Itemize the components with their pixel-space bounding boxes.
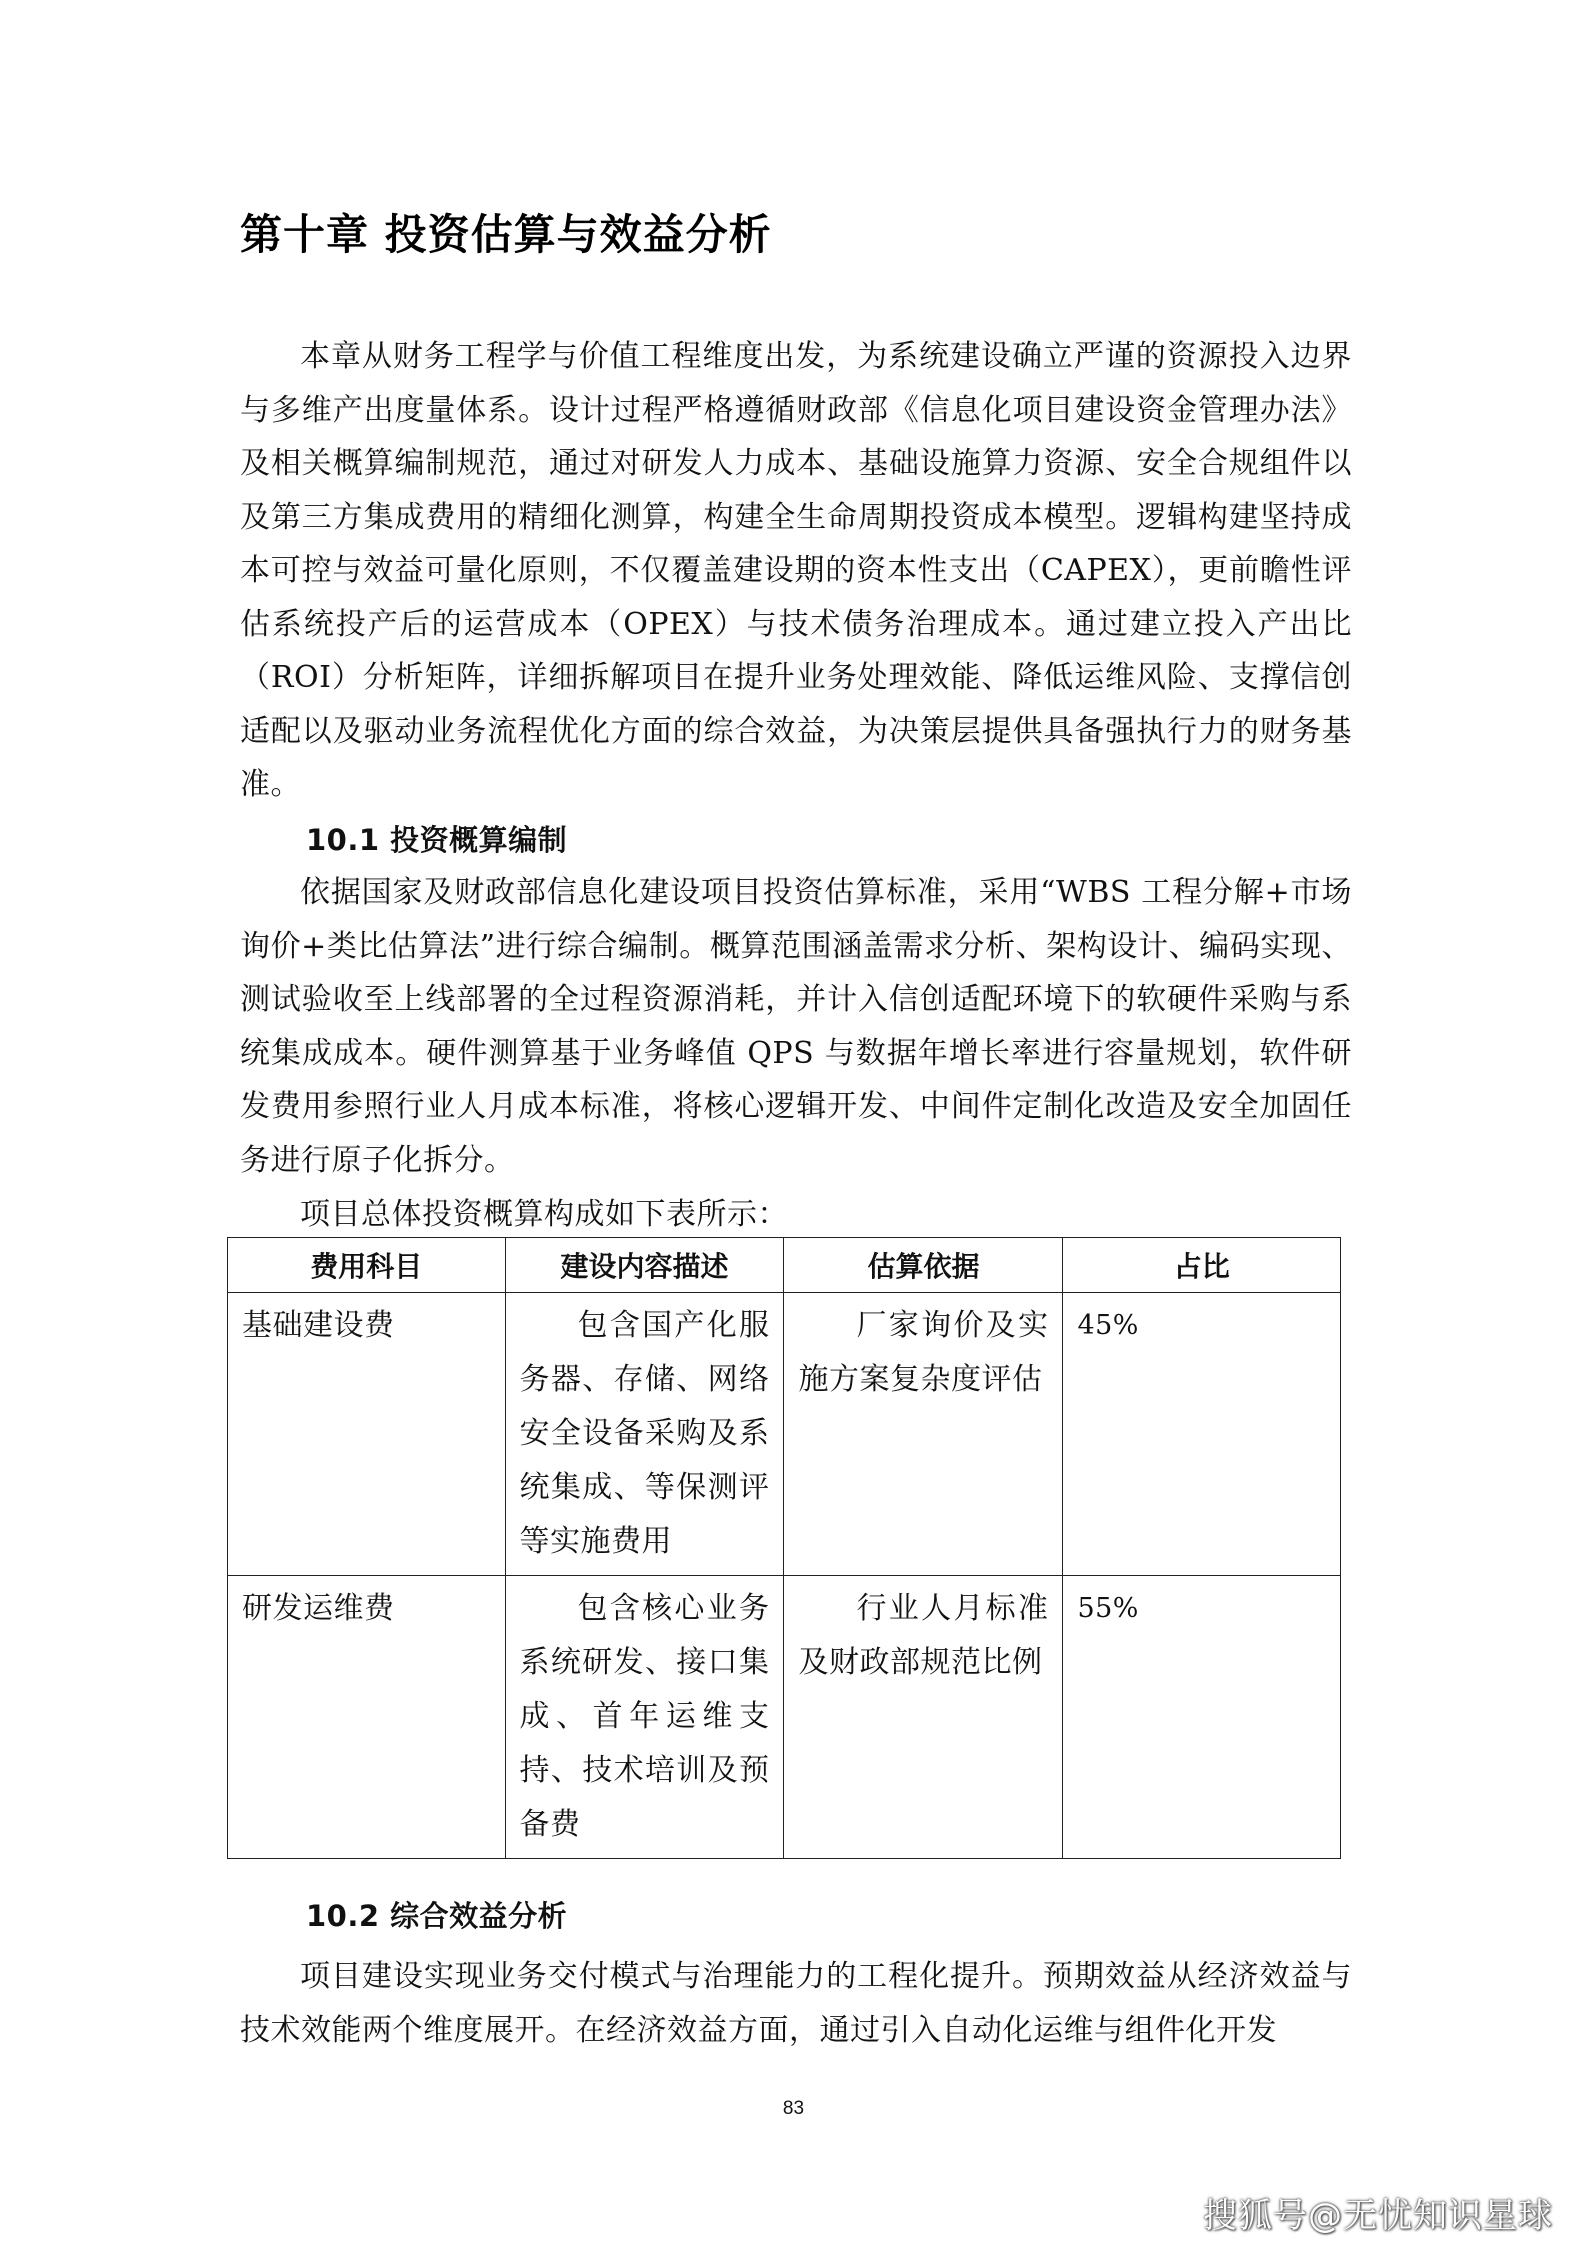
section-heading-10-1: 10.1 投资概算编制 [306, 823, 568, 857]
table-header-cell: 建设内容描述 [505, 1238, 784, 1293]
cost-item-cell: 研发运维费 [228, 1576, 506, 1859]
section-10-1-paragraph: 依据国家及财政部信息化建设项目投资估算标准，采用“WBS 工程分解+市场询价+类比估算法”进行综合编制。概算范围涵盖需求分析、架构设计、编码实现、测试验收至上线部署的全过程资源消耗，并计入信创适配环境下的软硬件采购与系统集成成本。硬件测算基于业务峰值 QPS 与数据年增长率进行容量规划，软件研发费用参照行业人月成本标准，将核心逻辑开发、中间件定制化改造及安全加固任务进行原子化拆分。 [240, 875, 1352, 1178]
ratio-cell: 45% [1063, 1293, 1341, 1576]
table-header-cell: 估算依据 [784, 1238, 1063, 1293]
estimation-basis-cell: 厂家询价及实施方案复杂度评估 [784, 1293, 1063, 1576]
chapter-title: 第十章 投资估算与效益分析 [240, 210, 772, 259]
source-watermark: 搜狐号@无忧知识星球 [1203, 2196, 1553, 2236]
page-number: 83 [782, 2098, 805, 2119]
estimation-basis-cell: 行业人月标准及财政部规范比例 [784, 1576, 1063, 1859]
content-description-cell: 包含国产化服务器、存储、网络安全设备采购及系统集成、等保测评等实施费用 [505, 1293, 784, 1576]
section-heading-10-2: 10.2 综合效益分析 [306, 1899, 568, 1933]
intro-paragraph: 本章从财务工程学与价值工程维度出发，为系统建设确立严谨的资源投入边界与多维产出度量体系。设计过程严格遵循财政部《信息化项目建设资金管理办法》及相关概算编制规范，通过对研发人力成本、基础设施算力资源、安全合规组件以及第三方集成费用的精细化测算，构建全生命周期投资成本模型。逻辑构建坚持成本可控与效益可量化原则，不仅覆盖建设期的资本性支出（CAPEX），更前瞻性评估系统投产后的运营成本（OPEX）与技术债务治理成本。通过建立投入产出比（ROI）分析矩阵，详细拆解项目在提升业务处理效能、降低运维风险、支撑信创适配以及驱动业务流程优化方面的综合效益，为决策层提供具备强执行力的财务基准。 [240, 339, 1352, 802]
investment-table [227, 1237, 1341, 1859]
content-description-cell: 包含核心业务系统研发、接口集成、首年运维支持、技术培训及预备费 [505, 1576, 784, 1859]
table-header-cell: 占比 [1063, 1238, 1341, 1293]
cost-item-cell: 基础建设费 [228, 1293, 506, 1576]
ratio-cell: 55% [1063, 1576, 1341, 1859]
table-intro: 项目总体投资概算构成如下表所示： [300, 1197, 788, 1232]
table-row [228, 1293, 1341, 1576]
table-header-cell: 费用科目 [228, 1238, 506, 1293]
section-10-2-paragraph: 项目建设实现业务交付模式与治理能力的工程化提升。预期效益从经济效益与技术效能两个维度展开。在经济效益方面，通过引入自动化运维与组件化开发 [240, 1959, 1352, 2048]
table-header-row [228, 1238, 1341, 1293]
table-row [228, 1576, 1341, 1859]
